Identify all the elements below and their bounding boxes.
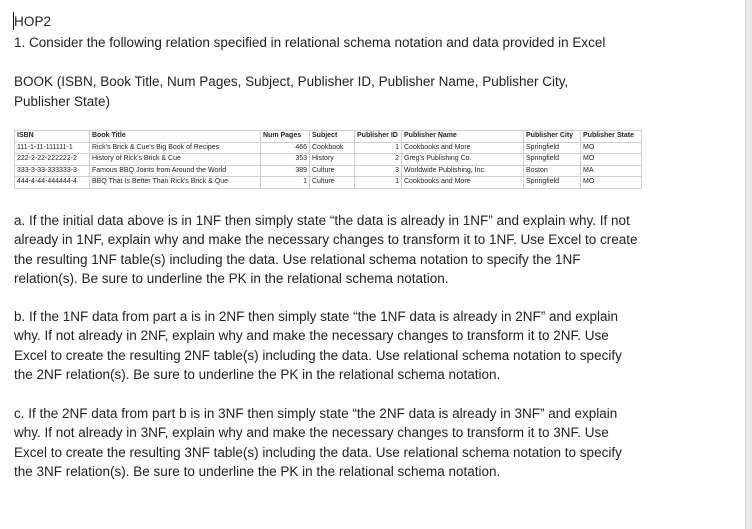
excel-data-table bbox=[14, 130, 642, 189]
cell-isbn: 333-3-33-333333-3 bbox=[15, 165, 90, 177]
col-num-pages: Num Pages bbox=[261, 131, 310, 143]
cell-publisher-city: Springfield bbox=[524, 154, 581, 166]
question-line: 1. Consider the following relation specified in relational schema notation and data provided in Excel bbox=[14, 35, 606, 50]
cell-num-pages: 1 bbox=[261, 177, 310, 189]
cell-publisher-name: Greg's Publishing Co. bbox=[402, 154, 524, 166]
part-b-paragraph: b. If the 1NF data from part a is in 2NF then simply state “the 1NF data is already in 2NF” and explain why. If not already in 2NF, explain why and make the necessary changes to transform it to 2NF. Use Excel to create the resulting 2NF table(s) including the data. Use relational schema notation to specify the 2NF relation(s). Be sure to underline the PK in the relational schema notation. bbox=[14, 309, 622, 383]
cell-publisher-id: 2 bbox=[355, 154, 402, 166]
col-publisher-city: Publisher City bbox=[524, 131, 581, 143]
cell-publisher-city: Boston bbox=[524, 165, 581, 177]
cell-isbn: 444-4-44-444444-4 bbox=[15, 177, 90, 189]
cell-subject: Culture bbox=[310, 165, 355, 177]
cell-publisher-id: 1 bbox=[355, 177, 402, 189]
table-row bbox=[15, 165, 642, 177]
doc-title: HOP2 bbox=[14, 14, 52, 29]
cell-publisher-name: Cookbooks and More bbox=[402, 177, 524, 189]
cell-publisher-city: Springfield bbox=[524, 177, 581, 189]
cell-publisher-city: Springfield bbox=[524, 142, 581, 154]
cell-publisher-state: MO bbox=[581, 154, 642, 166]
relation-schema: BOOK (ISBN, Book Title, Num Pages, Subject, Publisher ID, Publisher Name, Publisher City, Publisher State) bbox=[14, 74, 569, 109]
cell-subject: Culture bbox=[310, 177, 355, 189]
cell-isbn: 222-2-22-222222-2 bbox=[15, 154, 90, 166]
cell-publisher-name: Worldwide Publishing, Inc. bbox=[402, 165, 524, 177]
cell-num-pages: 466 bbox=[261, 142, 310, 154]
col-subject: Subject bbox=[310, 131, 355, 143]
part-a-paragraph: a. If the initial data above is in 1NF then simply state “the data is already in 1NF” and explain why. If not already in 1NF, explain why and make the necessary changes to transform it to 1NF. Use Excel to create the resulting 1NF table(s) including the data. Use relational schema notation to specify the 1NF relation(s). Be sure to underline the PK in the relational schema notation. bbox=[14, 213, 638, 287]
cell-publisher-name: Cookbooks and More bbox=[402, 142, 524, 154]
cell-book-title: History of Rick's Brick & Cue bbox=[90, 154, 261, 166]
col-publisher-id: Publisher ID bbox=[355, 131, 402, 143]
col-publisher-state: Publisher State bbox=[581, 131, 642, 143]
part-c-paragraph: c. If the 2NF data from part b is in 3NF then simply state “the 2NF data is already in 3NF” and explain why. If not already in 3NF, explain why and make the necessary changes to transform it to 3NF. Use Excel to create the resulting 3NF table(s) including the data. Use relational schema notation to specify the 3NF relation(s). Be sure to underline the PK in the relational schema notation. bbox=[14, 406, 622, 480]
col-isbn: ISBN bbox=[15, 131, 90, 143]
table-row bbox=[15, 177, 642, 189]
cell-book-title: Rick's Brick & Cue's Big Book of Recipes bbox=[90, 142, 261, 154]
col-publisher-name: Publisher Name bbox=[402, 131, 524, 143]
cell-publisher-state: MO bbox=[581, 177, 642, 189]
cell-subject: Cookbook bbox=[310, 142, 355, 154]
table-row bbox=[15, 154, 642, 166]
cell-publisher-id: 3 bbox=[355, 165, 402, 177]
cell-publisher-id: 1 bbox=[355, 142, 402, 154]
cell-isbn: 111-1-11-111111-1 bbox=[15, 142, 90, 154]
cell-num-pages: 353 bbox=[261, 154, 310, 166]
window-edge bbox=[745, 0, 752, 529]
col-book-title: Book Title bbox=[90, 131, 261, 143]
cell-subject: History bbox=[310, 154, 355, 166]
cell-publisher-state: MA bbox=[581, 165, 642, 177]
cell-publisher-state: MO bbox=[581, 142, 642, 154]
cell-num-pages: 389 bbox=[261, 165, 310, 177]
cell-book-title: BBQ That Is Better Than Rick's Brick & Que bbox=[90, 177, 261, 189]
cell-book-title: Famous BBQ Joints from Around the World bbox=[90, 165, 261, 177]
table-row bbox=[15, 142, 642, 154]
table-header-row bbox=[15, 131, 642, 143]
